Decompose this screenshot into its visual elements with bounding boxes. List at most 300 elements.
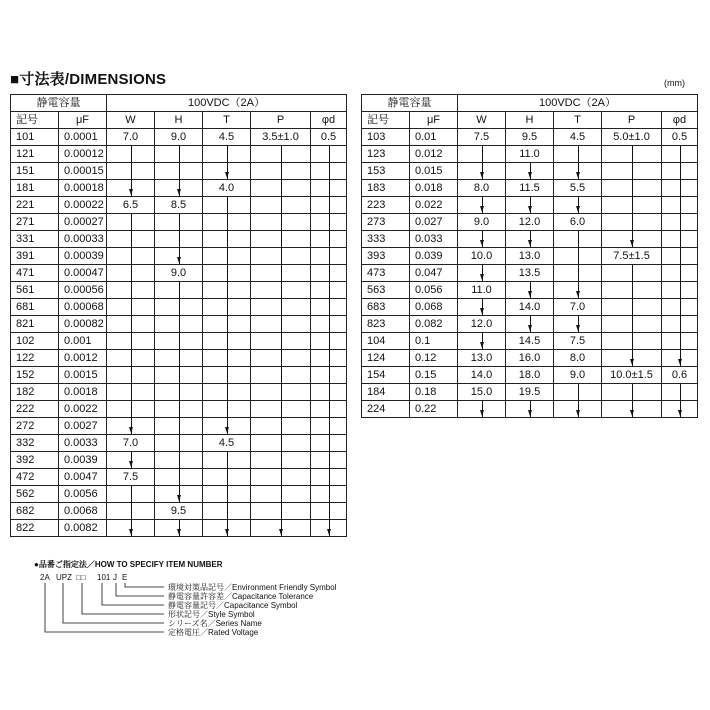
continuation-arrow	[131, 503, 132, 519]
continuation-arrow	[227, 248, 228, 264]
cell-value: 9.5	[521, 131, 538, 143]
cell-d	[662, 299, 698, 316]
cell-T	[203, 214, 251, 231]
continuation-arrow	[179, 401, 180, 417]
continuation-arrow	[680, 384, 681, 400]
how-to-specify	[10, 559, 370, 649]
continuation-arrow	[530, 282, 531, 298]
cell-d	[662, 129, 698, 146]
label-env-symbol: 環境対策品記号／Environment Friendly Symbol	[168, 583, 337, 592]
code-part-style: □□	[76, 573, 86, 582]
cell-uf: 0.15	[410, 367, 458, 384]
cell-value: 10.0±1.5	[610, 369, 653, 381]
continuation-arrow	[281, 486, 282, 502]
cell-T	[203, 299, 251, 316]
continuation-arrow	[131, 401, 132, 417]
cell-code: 563	[362, 282, 410, 299]
continuation-arrow	[227, 316, 228, 332]
cell-H	[506, 299, 554, 316]
cell-T	[554, 146, 602, 163]
table-row	[11, 316, 347, 333]
continuation-arrow	[131, 333, 132, 349]
cell-W	[458, 146, 506, 163]
cell-code: 471	[11, 265, 59, 282]
cell-d	[311, 299, 347, 316]
continuation-arrow	[578, 231, 579, 247]
continuation-arrow	[179, 452, 180, 468]
continuation-arrow	[530, 231, 531, 247]
continuation-arrow	[680, 350, 681, 366]
continuation-arrow	[482, 265, 483, 281]
cell-d	[311, 418, 347, 435]
continuation-arrow	[281, 367, 282, 383]
cell-value: 13.5	[518, 267, 541, 279]
continuation-arrow	[179, 418, 180, 434]
cell-code: 102	[11, 333, 59, 350]
cell-T	[203, 197, 251, 214]
cell-code: 822	[11, 520, 59, 537]
table-row	[11, 333, 347, 350]
cell-value: 15.0	[470, 386, 493, 398]
cell-code: 273	[362, 214, 410, 231]
cell-uf: 0.039	[410, 248, 458, 265]
cell-P	[602, 384, 662, 401]
cell-code: 152	[11, 367, 59, 384]
cell-uf: 0.0056	[59, 486, 107, 503]
continuation-arrow	[329, 248, 330, 264]
cell-P	[251, 469, 311, 486]
continuation-arrow	[632, 265, 633, 281]
dimensions-table-right	[361, 94, 698, 418]
cell-H	[155, 384, 203, 401]
cell-P	[602, 146, 662, 163]
header-col-4: φd	[311, 112, 347, 129]
cell-W	[107, 146, 155, 163]
cell-T	[554, 367, 602, 384]
cell-d	[311, 248, 347, 265]
cell-W	[107, 180, 155, 197]
continuation-arrow	[281, 180, 282, 196]
continuation-arrow	[329, 282, 330, 298]
cell-T	[554, 350, 602, 367]
cell-P	[251, 231, 311, 248]
continuation-arrow	[632, 197, 633, 213]
continuation-arrow	[329, 350, 330, 366]
continuation-arrow	[329, 520, 330, 536]
cell-T	[203, 367, 251, 384]
cell-P	[251, 452, 311, 469]
cell-P	[602, 333, 662, 350]
cell-P	[602, 248, 662, 265]
cell-T	[554, 265, 602, 282]
cell-value: 12.0	[470, 318, 493, 330]
cell-H	[155, 520, 203, 537]
continuation-arrow	[578, 248, 579, 264]
cell-P	[251, 367, 311, 384]
cell-code: 151	[11, 163, 59, 180]
cell-W	[458, 180, 506, 197]
cell-code: 821	[11, 316, 59, 333]
header-voltage: 100VDC（2A）	[107, 95, 347, 112]
cell-W	[107, 129, 155, 146]
table-row	[11, 350, 347, 367]
table-row	[11, 197, 347, 214]
continuation-arrow	[227, 367, 228, 383]
cell-uf: 0.0047	[59, 469, 107, 486]
cell-value: 0.5	[320, 131, 337, 143]
cell-P	[251, 486, 311, 503]
continuation-arrow	[482, 333, 483, 349]
table-row	[362, 231, 698, 248]
cell-d	[662, 197, 698, 214]
cell-P	[251, 503, 311, 520]
table-row	[362, 197, 698, 214]
header-col-0: W	[458, 112, 506, 129]
cell-H	[155, 503, 203, 520]
cell-uf: 0.0068	[59, 503, 107, 520]
cell-H	[506, 231, 554, 248]
cell-uf: 0.0022	[59, 401, 107, 418]
header-capacitance: 静電容量	[11, 95, 107, 112]
continuation-arrow	[632, 163, 633, 179]
cell-W	[458, 163, 506, 180]
cell-P	[602, 180, 662, 197]
cell-d	[311, 401, 347, 418]
continuation-arrow	[227, 146, 228, 162]
cell-W	[107, 333, 155, 350]
cell-value: 4.5	[218, 131, 235, 143]
cell-d	[662, 265, 698, 282]
cell-W	[458, 367, 506, 384]
cell-H	[155, 282, 203, 299]
continuation-arrow	[680, 163, 681, 179]
continuation-arrow	[179, 316, 180, 332]
cell-P	[602, 316, 662, 333]
cell-code: 393	[362, 248, 410, 265]
cell-P	[602, 129, 662, 146]
cell-value: 13.0	[518, 250, 541, 262]
cell-W	[107, 299, 155, 316]
continuation-arrow	[131, 299, 132, 315]
continuation-arrow	[227, 520, 228, 536]
continuation-arrow	[329, 265, 330, 281]
continuation-arrow	[632, 146, 633, 162]
cell-d	[311, 316, 347, 333]
cell-P	[251, 418, 311, 435]
continuation-arrow	[680, 316, 681, 332]
cell-d	[662, 180, 698, 197]
cell-W	[107, 418, 155, 435]
page-title: ■寸法表/DIMENSIONS	[10, 71, 167, 88]
cell-d	[662, 401, 698, 418]
cell-T	[203, 129, 251, 146]
cell-d	[311, 350, 347, 367]
cell-code: 104	[362, 333, 410, 350]
cell-uf: 0.00033	[59, 231, 107, 248]
cell-H	[155, 146, 203, 163]
continuation-arrow	[227, 469, 228, 485]
continuation-arrow	[680, 146, 681, 162]
header-voltage: 100VDC（2A）	[458, 95, 698, 112]
cell-code: 682	[11, 503, 59, 520]
cell-P	[602, 299, 662, 316]
code-part-series: UPZ	[56, 573, 72, 582]
continuation-arrow	[131, 316, 132, 332]
cell-W	[458, 265, 506, 282]
continuation-arrow	[131, 384, 132, 400]
continuation-arrow	[329, 418, 330, 434]
cell-T	[203, 350, 251, 367]
cell-code: 124	[362, 350, 410, 367]
cell-d	[311, 282, 347, 299]
continuation-arrow	[227, 503, 228, 519]
cell-code: 333	[362, 231, 410, 248]
cell-d	[311, 486, 347, 503]
continuation-arrow	[227, 452, 228, 468]
continuation-arrow	[482, 231, 483, 247]
cell-W	[107, 265, 155, 282]
cell-W	[458, 129, 506, 146]
cell-T	[203, 418, 251, 435]
cell-W	[107, 452, 155, 469]
cell-code: 271	[11, 214, 59, 231]
continuation-arrow	[131, 248, 132, 264]
continuation-arrow	[632, 180, 633, 196]
table-row	[362, 367, 698, 384]
cell-code: 823	[362, 316, 410, 333]
continuation-arrow	[179, 214, 180, 230]
cell-T	[554, 299, 602, 316]
cell-uf: 0.033	[410, 231, 458, 248]
cell-value: 8.0	[569, 352, 586, 364]
cell-d	[311, 163, 347, 180]
continuation-arrow	[578, 197, 579, 213]
cell-value: 19.5	[518, 386, 541, 398]
cell-P	[602, 214, 662, 231]
cell-uf: 0.0033	[59, 435, 107, 452]
cell-T	[203, 282, 251, 299]
continuation-arrow	[179, 146, 180, 162]
table-row	[11, 367, 347, 384]
cell-value: 18.0	[518, 369, 541, 381]
cell-W	[107, 316, 155, 333]
cell-value: 4.0	[218, 182, 235, 194]
cell-H	[506, 401, 554, 418]
cell-W	[107, 486, 155, 503]
cell-P	[251, 316, 311, 333]
cell-H	[506, 282, 554, 299]
cell-uf: 0.01	[410, 129, 458, 146]
continuation-arrow	[179, 282, 180, 298]
cell-uf: 0.015	[410, 163, 458, 180]
cell-d	[662, 248, 698, 265]
continuation-arrow	[680, 401, 681, 417]
continuation-arrow	[578, 384, 579, 400]
cell-T	[203, 503, 251, 520]
continuation-arrow	[578, 401, 579, 417]
cell-d	[662, 231, 698, 248]
continuation-arrow	[530, 316, 531, 332]
cell-P	[251, 384, 311, 401]
cell-T	[203, 520, 251, 537]
continuation-arrow	[578, 316, 579, 332]
continuation-arrow	[329, 299, 330, 315]
continuation-arrow	[179, 520, 180, 536]
cell-d	[311, 503, 347, 520]
cell-value: 7.0	[122, 131, 139, 143]
cell-H	[155, 333, 203, 350]
label-capacitance-symbol: 静電容量記号／Capacitance Symbol	[168, 601, 298, 610]
table-row	[362, 333, 698, 350]
code-part-voltage: 2A	[40, 573, 50, 582]
continuation-arrow	[227, 486, 228, 502]
cell-code: 683	[362, 299, 410, 316]
continuation-arrow	[281, 248, 282, 264]
cell-P	[251, 265, 311, 282]
table-row	[11, 231, 347, 248]
cell-uf: 0.018	[410, 180, 458, 197]
cell-W	[458, 231, 506, 248]
cell-W	[107, 197, 155, 214]
cell-P	[602, 367, 662, 384]
header-col-2: T	[554, 112, 602, 129]
continuation-arrow	[329, 316, 330, 332]
continuation-arrow	[281, 469, 282, 485]
continuation-arrow	[179, 180, 180, 196]
cell-d	[311, 214, 347, 231]
cell-P	[251, 282, 311, 299]
cell-d	[311, 129, 347, 146]
cell-P	[251, 350, 311, 367]
cell-value: 9.5	[170, 505, 187, 517]
cell-T	[203, 248, 251, 265]
cell-d	[311, 197, 347, 214]
cell-d	[311, 333, 347, 350]
continuation-arrow	[680, 231, 681, 247]
cell-T	[203, 333, 251, 350]
continuation-arrow	[131, 452, 132, 468]
cell-H	[155, 435, 203, 452]
cell-H	[506, 214, 554, 231]
cell-value: 7.5	[473, 131, 490, 143]
cell-W	[458, 214, 506, 231]
header-uf: μF	[59, 112, 107, 129]
cell-H	[506, 265, 554, 282]
cell-H	[155, 248, 203, 265]
cell-H	[155, 231, 203, 248]
cell-W	[458, 333, 506, 350]
label-series-name: シリーズ名／Series Name	[168, 619, 262, 628]
cell-W	[107, 401, 155, 418]
cell-uf: 0.022	[410, 197, 458, 214]
cell-code: 101	[11, 129, 59, 146]
continuation-arrow	[179, 231, 180, 247]
cell-H	[506, 316, 554, 333]
continuation-arrow	[227, 418, 228, 434]
continuation-arrow	[680, 282, 681, 298]
cell-d	[662, 146, 698, 163]
cell-W	[107, 367, 155, 384]
cell-P	[251, 129, 311, 146]
cell-H	[506, 367, 554, 384]
cell-H	[155, 129, 203, 146]
continuation-arrow	[131, 163, 132, 179]
header-capacitance: 静電容量	[362, 95, 458, 112]
cell-H	[155, 180, 203, 197]
header-code: 記号	[362, 112, 410, 129]
continuation-arrow	[680, 197, 681, 213]
continuation-arrow	[179, 299, 180, 315]
continuation-arrow	[632, 384, 633, 400]
continuation-arrow	[632, 350, 633, 366]
cell-uf: 0.082	[410, 316, 458, 333]
continuation-arrow	[281, 401, 282, 417]
continuation-arrow	[179, 163, 180, 179]
continuation-arrow	[281, 452, 282, 468]
cell-code: 332	[11, 435, 59, 452]
continuation-arrow	[179, 350, 180, 366]
cell-T	[203, 231, 251, 248]
cell-T	[554, 384, 602, 401]
cell-H	[155, 401, 203, 418]
table-row	[11, 520, 347, 537]
cell-W	[107, 282, 155, 299]
continuation-arrow	[281, 146, 282, 162]
table-row	[11, 418, 347, 435]
cell-code: 331	[11, 231, 59, 248]
cell-H	[155, 367, 203, 384]
cell-code: 472	[11, 469, 59, 486]
continuation-arrow	[281, 231, 282, 247]
continuation-arrow	[482, 401, 483, 417]
cell-T	[203, 469, 251, 486]
cell-P	[251, 520, 311, 537]
table-row	[362, 146, 698, 163]
cell-uf: 0.00015	[59, 163, 107, 180]
cell-uf: 0.12	[410, 350, 458, 367]
cell-T	[203, 401, 251, 418]
cell-uf: 0.0039	[59, 452, 107, 469]
cell-uf: 0.00082	[59, 316, 107, 333]
cell-d	[662, 384, 698, 401]
continuation-arrow	[578, 265, 579, 281]
header-uf: μF	[410, 112, 458, 129]
cell-value: 8.0	[473, 182, 490, 194]
table-row	[11, 435, 347, 452]
continuation-arrow	[227, 299, 228, 315]
continuation-arrow	[680, 180, 681, 196]
continuation-arrow	[131, 367, 132, 383]
cell-code: 122	[11, 350, 59, 367]
how-to-title: ●品番ご指定法／HOW TO SPECIFY ITEM NUMBER	[34, 560, 223, 569]
continuation-arrow	[179, 469, 180, 485]
continuation-arrow	[179, 384, 180, 400]
cell-H	[506, 384, 554, 401]
cell-uf: 0.0082	[59, 520, 107, 537]
continuation-arrow	[329, 197, 330, 213]
continuation-arrow	[680, 214, 681, 230]
cell-H	[155, 418, 203, 435]
header-col-2: T	[203, 112, 251, 129]
continuation-arrow	[179, 248, 180, 264]
cell-value: 7.5±1.5	[613, 250, 650, 262]
continuation-arrow	[281, 384, 282, 400]
continuation-arrow	[131, 265, 132, 281]
continuation-arrow	[131, 418, 132, 434]
cell-W	[107, 163, 155, 180]
cell-code: 221	[11, 197, 59, 214]
cell-P	[602, 401, 662, 418]
